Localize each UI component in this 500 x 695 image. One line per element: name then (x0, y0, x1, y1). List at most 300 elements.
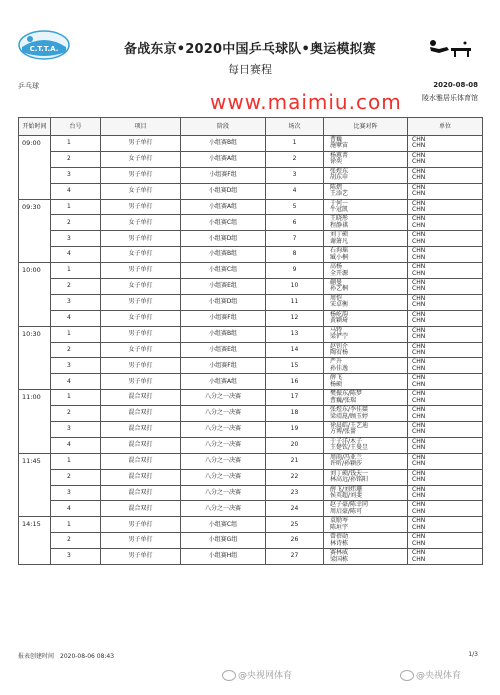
unit-code: CHN (412, 221, 426, 229)
table-row (19, 294, 483, 310)
unit-code: CHN (412, 533, 426, 541)
players (324, 422, 408, 438)
court-number: 4 (51, 437, 101, 453)
players (324, 358, 408, 374)
unit-code: CHN (412, 167, 426, 175)
player-name: 陈熠 (330, 183, 343, 191)
player-name: 王添艺 (330, 190, 349, 198)
table-tennis-pictogram-icon (427, 38, 475, 58)
players (324, 279, 408, 295)
players (324, 263, 408, 279)
unit-code: CHN (412, 301, 426, 309)
match-number: 15 (266, 358, 324, 374)
event: 混合双打 (101, 469, 181, 485)
unit-code: CHN (412, 444, 426, 452)
player-name: 赵子豪/陈幸同 (330, 501, 369, 509)
court-number: 3 (51, 485, 101, 501)
stage: 八分之一决赛 (181, 422, 266, 438)
units (408, 294, 483, 310)
units (408, 549, 483, 565)
player-name: 赛林威 (330, 549, 349, 557)
stage: 小组赛C组 (181, 263, 266, 279)
player-name: 林高远/孙铭阳 (330, 476, 369, 484)
table-row (19, 247, 483, 263)
court-number: 2 (51, 406, 101, 422)
stage: 小组赛C组 (181, 517, 266, 533)
court-number: 2 (51, 215, 101, 231)
court-number: 4 (51, 501, 101, 517)
start-time: 09:00 (19, 136, 51, 200)
start-time: 14:15 (19, 517, 51, 565)
units (408, 374, 483, 390)
players (324, 183, 408, 199)
units (408, 231, 483, 247)
stage: 小组赛B组 (181, 136, 266, 152)
unit-code: CHN (412, 317, 426, 325)
unit-code: CHN (412, 294, 426, 302)
player-name: 马特 (330, 326, 343, 334)
table-row (19, 215, 483, 231)
player-name: 曾蓓勋 (330, 533, 349, 541)
start-time: 09:30 (19, 199, 51, 263)
court-number: 2 (51, 533, 101, 549)
unit-code: CHN (412, 142, 426, 150)
unit-code: CHN (412, 206, 426, 213)
players (324, 485, 408, 501)
stage: 八分之一决赛 (181, 437, 266, 453)
event: 男子单打 (101, 374, 181, 390)
event: 男子单打 (101, 358, 181, 374)
court-number: 1 (51, 199, 101, 215)
weibo-handle-1: @央视网体育 (238, 671, 293, 681)
unit-code: CHN (412, 342, 426, 350)
match-number: 24 (266, 501, 324, 517)
match-number: 22 (266, 469, 324, 485)
player-name: 于子洋/木子 (330, 437, 363, 445)
match-number: 26 (266, 533, 324, 549)
stage: 小组赛B组 (181, 326, 266, 342)
col-players: 比赛对阵 (324, 118, 408, 136)
unit-code: CHN (412, 278, 426, 286)
table-row (19, 167, 483, 183)
court-number: 4 (51, 310, 101, 326)
stage: 小组赛A组 (181, 374, 266, 390)
player-name: 高杨 (330, 263, 343, 271)
unit-code: CHN (412, 501, 426, 509)
player-name: 谢箫凡 (330, 237, 349, 245)
event: 男子单打 (101, 294, 181, 310)
stage: 小组赛F组 (181, 167, 266, 183)
event: 男子单打 (101, 533, 181, 549)
unit-code: CHN (412, 190, 426, 198)
unit-code: CHN (412, 421, 426, 429)
table-row (19, 517, 483, 533)
page-subtitle: 每日赛程 (228, 63, 272, 76)
player-name: 严升 (330, 358, 343, 366)
match-number: 23 (266, 485, 324, 501)
court-number: 1 (51, 263, 101, 279)
units (408, 358, 483, 374)
player-name: 许昕/孙颖莎 (330, 460, 363, 468)
player-name: 薛飞/刘炜珊 (330, 485, 363, 493)
match-number: 10 (266, 279, 324, 295)
player-name: 赵钊介 (330, 342, 349, 350)
event: 男子单打 (101, 167, 181, 183)
match-number: 16 (266, 374, 324, 390)
court-number: 1 (51, 453, 101, 469)
units (408, 183, 483, 199)
units (408, 517, 483, 533)
player-name: 张煜东 (330, 167, 349, 175)
players (324, 151, 408, 167)
logo-text: C.T.T.A. (29, 45, 59, 53)
unit-code: CHN (412, 263, 426, 271)
units (408, 533, 483, 549)
unit-code: CHN (412, 469, 426, 477)
unit-code: CHN (412, 406, 426, 414)
player-name: 林诗栋 (330, 539, 349, 547)
players (324, 533, 408, 549)
unit-code: CHN (412, 358, 426, 366)
units (408, 167, 483, 183)
event: 女子单打 (101, 247, 181, 263)
event: 男子单打 (101, 326, 181, 342)
match-number: 1 (266, 136, 324, 152)
watermark: www.maimiu.com (210, 90, 402, 114)
stage: 小组赛E组 (181, 279, 266, 295)
table-row (19, 263, 483, 279)
unit-code: CHN (412, 374, 426, 382)
players (324, 517, 408, 533)
players (324, 199, 408, 215)
player-name: 黄颖琦 (330, 317, 349, 325)
player-name: 杨蕙菁 (330, 151, 349, 159)
court-number: 1 (51, 390, 101, 406)
player-name: 王晓彤 (330, 215, 349, 223)
match-number: 27 (266, 549, 324, 565)
unit-code: CHN (412, 549, 426, 557)
col-stage: 阶段 (181, 118, 266, 136)
units (408, 453, 483, 469)
player-name: 杨屹韵 (330, 310, 349, 318)
player-name: 侯英超/刘斐 (330, 492, 363, 500)
unit-code: CHN (412, 412, 426, 420)
player-name: 徐奕 (330, 158, 343, 166)
table-row (19, 485, 483, 501)
match-number: 17 (266, 390, 324, 406)
court-number: 2 (51, 279, 101, 295)
event: 女子单打 (101, 183, 181, 199)
unit-code: CHN (412, 390, 426, 398)
stage: 八分之一决赛 (181, 406, 266, 422)
table-row (19, 422, 483, 438)
units (408, 247, 483, 263)
player-name: 薛飞 (330, 374, 343, 382)
player-name: 梁靖崑/顾玉婷 (330, 412, 369, 420)
players (324, 136, 408, 152)
unit-code: CHN (412, 158, 426, 166)
unit-code: CHN (412, 247, 426, 255)
unit-code: CHN (412, 183, 426, 191)
player-name: 方博/张蔷 (330, 428, 357, 436)
stage: 八分之一决赛 (181, 469, 266, 485)
unit-code: CHN (412, 151, 426, 159)
players (324, 167, 408, 183)
player-name: 孙艺桐 (330, 285, 349, 293)
court-number: 3 (51, 422, 101, 438)
match-number: 3 (266, 167, 324, 183)
page-number: 1/3 (468, 651, 478, 658)
unit-code: CHN (412, 555, 426, 563)
unit-code: CHN (412, 237, 426, 245)
match-number: 14 (266, 342, 324, 358)
start-time: 10:30 (19, 326, 51, 390)
players (324, 374, 408, 390)
match-number: 21 (266, 453, 324, 469)
table-row (19, 533, 483, 549)
event: 女子单打 (101, 310, 181, 326)
unit-code: CHN (412, 485, 426, 493)
court-number: 4 (51, 183, 101, 199)
unit-code: CHN (412, 437, 426, 445)
event: 女子单打 (101, 151, 181, 167)
unit-code: CHN (412, 380, 426, 388)
logo-caption: 乒乓球 (18, 82, 39, 90)
stage: 小组赛H组 (181, 549, 266, 565)
event: 男子单打 (101, 231, 181, 247)
stage: 小组赛D组 (181, 231, 266, 247)
report-created: 报表创建时间 2020-08-06 08:43 (18, 653, 115, 660)
player-name: 胡东申 (330, 174, 349, 182)
unit-code: CHN (412, 453, 426, 461)
player-name: 周恺 (330, 294, 343, 302)
units (408, 342, 483, 358)
unit-code: CHN (412, 310, 426, 318)
players (324, 231, 408, 247)
player-name: 曹巍 (330, 135, 343, 143)
unit-code: CHN (412, 523, 426, 531)
table-row (19, 501, 483, 517)
court-number: 3 (51, 167, 101, 183)
weibo-icon (222, 670, 236, 681)
match-number: 6 (266, 215, 324, 231)
player-name: 杨硕 (330, 380, 343, 388)
stage: 小组赛A组 (181, 151, 266, 167)
table-row (19, 469, 483, 485)
event: 男子单打 (101, 549, 181, 565)
players (324, 326, 408, 342)
player-name: 孙佳逸 (330, 364, 349, 372)
units (408, 136, 483, 152)
table-row (19, 549, 483, 565)
players (324, 437, 408, 453)
unit-code: CHN (412, 269, 426, 277)
table-row (19, 406, 483, 422)
match-number: 7 (266, 231, 324, 247)
unit-code: CHN (412, 231, 426, 239)
match-number: 8 (266, 247, 324, 263)
weibo-icon (400, 670, 414, 681)
player-name: 刘丁硕 (330, 231, 349, 239)
units (408, 437, 483, 453)
event: 男子单打 (101, 263, 181, 279)
player-name: 陈垣宇 (330, 523, 349, 531)
players (324, 453, 408, 469)
player-name: 张煜东/李佳燚 (330, 406, 369, 414)
player-name: 刘丁硕/钱天一 (330, 469, 369, 477)
col-unit: 单位 (408, 118, 483, 136)
event: 混合双打 (101, 501, 181, 517)
player-name: 袁励岑 (330, 517, 349, 525)
table-row (19, 183, 483, 199)
player-name: 梁国栋 (330, 555, 349, 563)
units (408, 390, 483, 406)
weibo-credit-2 (400, 668, 461, 681)
table-row (19, 136, 483, 152)
units (408, 215, 483, 231)
match-number: 9 (266, 263, 324, 279)
court-number: 4 (51, 247, 101, 263)
event: 女子单打 (101, 279, 181, 295)
table-row (19, 358, 483, 374)
event: 混合双打 (101, 390, 181, 406)
start-time: 10:00 (19, 263, 51, 327)
player-name: 宋卓衡 (330, 301, 349, 309)
players (324, 549, 408, 565)
match-number: 20 (266, 437, 324, 453)
court-number: 2 (51, 151, 101, 167)
col-match: 场次 (266, 118, 324, 136)
stage: 小组赛F组 (181, 358, 266, 374)
unit-code: CHN (412, 326, 426, 334)
stage: 小组赛C组 (181, 215, 266, 231)
unit-code: CHN (412, 253, 426, 261)
match-number: 18 (266, 406, 324, 422)
player-name: 周雨/冯亚兰 (330, 453, 363, 461)
unit-code: CHN (412, 507, 426, 515)
unit-code: CHN (412, 460, 426, 468)
table-row (19, 231, 483, 247)
stage: 八分之一决赛 (181, 390, 266, 406)
match-number: 11 (266, 294, 324, 310)
event: 女子单打 (101, 215, 181, 231)
units (408, 263, 483, 279)
player-name: 全开源 (330, 269, 349, 277)
court-number: 1 (51, 326, 101, 342)
court-number: 3 (51, 549, 101, 565)
unit-code: CHN (412, 517, 426, 525)
units (408, 199, 483, 215)
stage: 小组赛A组 (181, 199, 266, 215)
units (408, 279, 483, 295)
units (408, 310, 483, 326)
player-name: 王楚钦/王曼昱 (330, 444, 369, 452)
players (324, 310, 408, 326)
table-row (19, 310, 483, 326)
stage: 小组赛E组 (181, 342, 266, 358)
units (408, 501, 483, 517)
units (408, 485, 483, 501)
event: 混合双打 (101, 485, 181, 501)
schedule-date: 2020-08-08 (433, 81, 478, 89)
court-number: 3 (51, 294, 101, 310)
event: 男子单打 (101, 199, 181, 215)
table-row (19, 199, 483, 215)
table-row (19, 326, 483, 342)
stage: 小组赛F组 (181, 310, 266, 326)
table-row (19, 437, 483, 453)
unit-code: CHN (412, 215, 426, 223)
unit-code: CHN (412, 199, 426, 207)
court-number: 1 (51, 517, 101, 533)
players (324, 215, 408, 231)
player-name: 石洵瑶 (330, 247, 349, 255)
weibo-credit-1 (222, 668, 292, 681)
match-number: 13 (266, 326, 324, 342)
unit-code: CHN (412, 428, 426, 436)
event: 混合双打 (101, 437, 181, 453)
col-time: 开始时间 (19, 118, 51, 136)
schedule-table (18, 117, 483, 565)
venue: 陵水雅居乐体育馆 (422, 94, 478, 102)
table-row (19, 374, 483, 390)
court-number: 1 (51, 136, 101, 152)
units (408, 326, 483, 342)
player-name: 曹巍/张瑞 (330, 396, 357, 404)
player-name: 蒯曼 (330, 278, 343, 286)
stage: 八分之一决赛 (181, 485, 266, 501)
player-name: 徐晨皓/王艺迪 (330, 421, 369, 429)
unit-code: CHN (412, 174, 426, 182)
match-number: 2 (266, 151, 324, 167)
unit-code: CHN (412, 476, 426, 484)
players (324, 406, 408, 422)
table-row (19, 279, 483, 295)
unit-code: CHN (412, 333, 426, 341)
court-number: 3 (51, 358, 101, 374)
players (324, 247, 408, 263)
units (408, 151, 483, 167)
col-court: 台号 (51, 118, 101, 136)
event: 男子单打 (101, 136, 181, 152)
col-event: 项目 (101, 118, 181, 136)
stage: 小组赛D组 (181, 183, 266, 199)
court-number: 2 (51, 469, 101, 485)
unit-code: CHN (412, 285, 426, 293)
page-title: 备战东京•2020中国乒乓球队•奥运模拟赛 (124, 42, 376, 57)
players (324, 469, 408, 485)
player-name: 樊振东/陈梦 (330, 390, 363, 398)
match-number: 5 (266, 199, 324, 215)
event: 女子单打 (101, 342, 181, 358)
table-row (19, 390, 483, 406)
court-number: 2 (51, 342, 101, 358)
event: 混合双打 (101, 453, 181, 469)
players (324, 342, 408, 358)
unit-code: CHN (412, 396, 426, 404)
player-name: 梁俨苧 (330, 333, 349, 341)
match-number: 19 (266, 422, 324, 438)
stage: 小组赛D组 (181, 294, 266, 310)
court-number: 4 (51, 374, 101, 390)
units (408, 469, 483, 485)
match-number: 12 (266, 310, 324, 326)
match-number: 25 (266, 517, 324, 533)
stage: 小组赛G组 (181, 533, 266, 549)
unit-code: CHN (412, 349, 426, 357)
table-row (19, 151, 483, 167)
unit-code: CHN (412, 135, 426, 143)
